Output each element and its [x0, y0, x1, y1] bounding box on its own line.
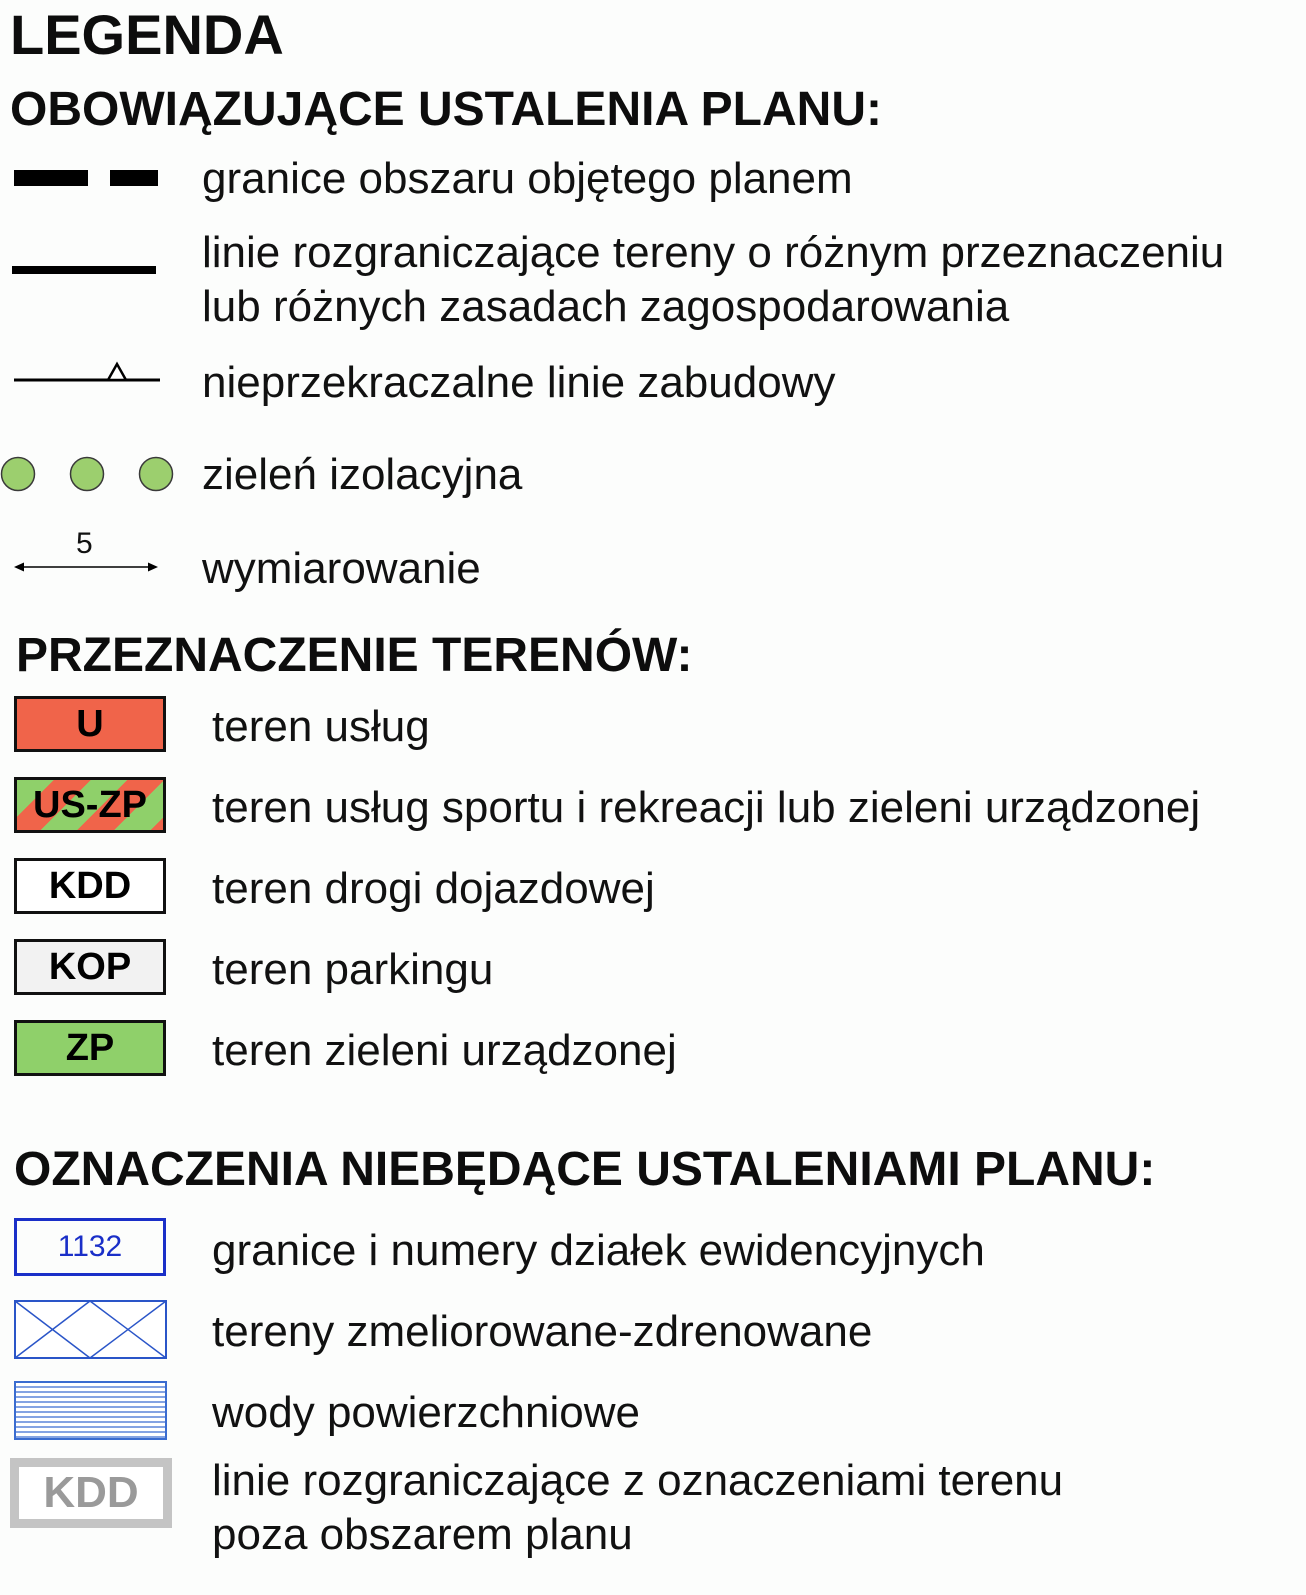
section-heading-binding: OBOWIĄZUJĄCE USTALENIA PLANU:	[10, 83, 882, 136]
legend-label-dimensioning: wymiarowanie	[202, 544, 481, 593]
legend-label-parking: teren parkingu	[212, 945, 494, 994]
land-use-code-KDD-text: KDD	[48, 864, 132, 907]
land-use-code-ZP	[14, 1020, 166, 1076]
surface-water-hatch-icon	[14, 1381, 168, 1441]
legend-title: LEGENDA	[10, 3, 284, 66]
legend-label-green-area: teren zieleni urządzonej	[212, 1026, 677, 1075]
drained-area-crossed-icon	[14, 1300, 168, 1360]
legend-label-drained: tereny zmeliorowane-zdrenowane	[212, 1307, 873, 1356]
land-use-code-ZP-text: ZP	[65, 1026, 115, 1069]
green-circles-icon	[0, 455, 178, 495]
legend-label-isolation-greenery: zieleń izolacyjna	[202, 450, 523, 499]
legend-label-outside-plan-1: linie rozgraniczające z oznaczeniami terenu	[212, 1456, 1064, 1505]
thick-solid-line-icon	[12, 266, 158, 276]
dimension-arrow-icon	[14, 558, 160, 576]
legend-label-dividing-lines-2: lub różnych zasadach zagospodarowania	[202, 282, 1010, 331]
section-heading-non-binding: OZNACZENIA NIEBĘDĄCE USTALENIAMI PLANU:	[14, 1143, 1156, 1196]
legend-label-parcels: granice i numery działek ewidencyjnych	[212, 1226, 985, 1275]
thick-dashed-line-icon	[14, 170, 160, 186]
land-use-code-U	[14, 696, 166, 752]
building-line-triangle-icon	[14, 360, 164, 386]
land-use-code-U-text: U	[76, 702, 104, 745]
legend-label-sport-recreation: teren usług sportu i rekreacji lub zieleni urządzonej	[212, 783, 1201, 832]
legend-label-building-line: nieprzekraczalne linie zabudowy	[202, 358, 836, 407]
land-use-code-US-ZP	[14, 777, 166, 833]
land-use-code-US-ZP-text: US-ZP	[33, 783, 147, 826]
section-heading-land-use: PRZEZNACZENIE TERENÓW:	[16, 629, 693, 682]
land-use-code-KOP	[14, 939, 166, 995]
legend-label-surface-water: wody powierzchniowe	[212, 1388, 640, 1437]
legend-label-services: teren usług	[212, 702, 430, 751]
dimension-value: 5	[76, 527, 93, 560]
legend-label-plan-boundary: granice obszaru objętego planem	[202, 154, 853, 203]
legend-label-access-road: teren drogi dojazdowej	[212, 864, 655, 913]
land-use-code-KOP-text: KOP	[48, 945, 132, 988]
legend-label-dividing-lines-1: linie rozgraniczające tereny o różnym przeznaczeniu	[202, 228, 1225, 277]
parcel-number-text: 1132	[57, 1230, 123, 1263]
legend-label-outside-plan-2: poza obszarem planu	[212, 1510, 633, 1559]
outside-plan-code-KDD-text: KDD	[43, 1468, 139, 1517]
outside-plan-code-KDD	[10, 1458, 172, 1528]
land-use-code-KDD	[14, 858, 166, 914]
parcel-number-box	[14, 1218, 166, 1276]
